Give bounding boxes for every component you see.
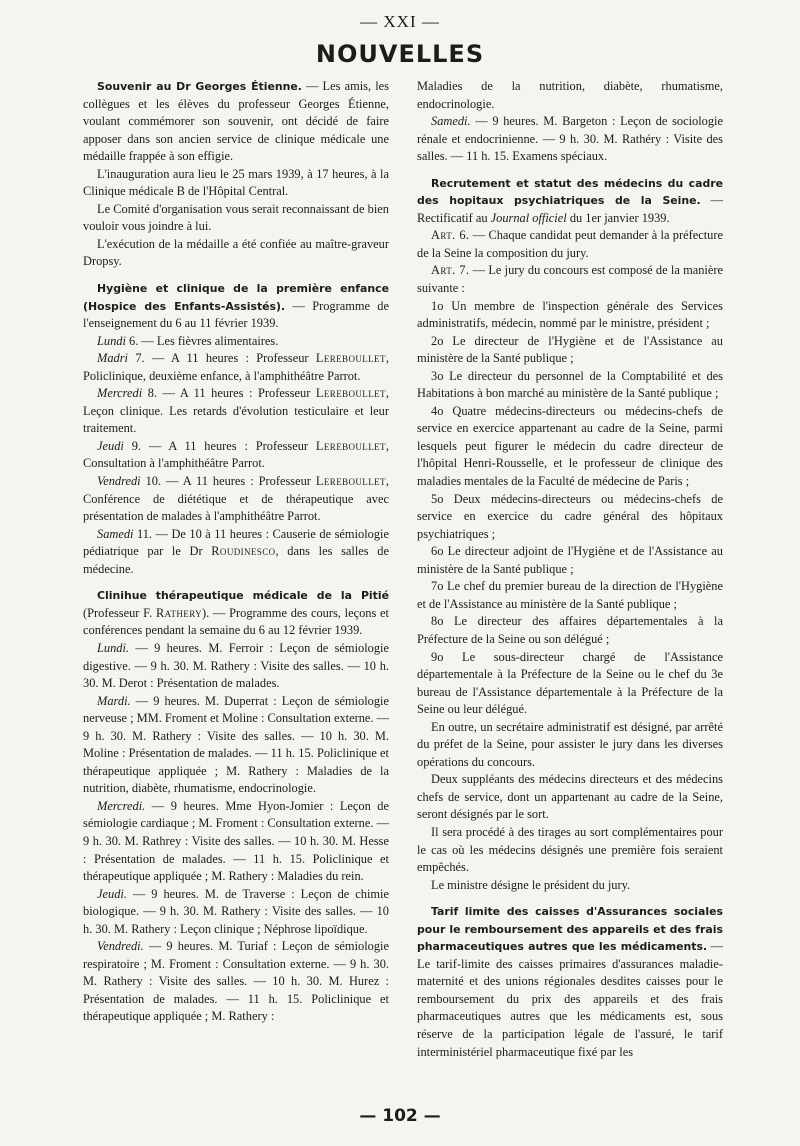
- right-column: [417, 78, 723, 1061]
- enfance-lundi: Lundi 6. — Les fièvres alimentaires.: [97, 333, 279, 348]
- secretaire-paragraph: En outre, un secrétaire administratif est désigné, par arrêté du préfet de la Seine, pour assister le jury dans les diverses opérations du concours.: [417, 719, 723, 769]
- pitie-heading: Clinihue thérapeutique médicale de la Pitié: [97, 589, 389, 603]
- pitie-intro: Clinihue thérapeutique médicale de la Pitié (Professeur F. Rathery). — Programme des cours, leçons et conférences pendant la semaine du 6 au 12 février 1939.: [83, 589, 389, 638]
- pitie-lundi: Lundi. — 9 heures. M. Ferroir : Leçon de sémiologie digestive. — 9 h. 30. M. Rathery : Visite des salles. — 10 h. 30. M. Derot : Présentation de malades.: [83, 640, 389, 691]
- etienne-heading: Souvenir au Dr Georges Étienne.: [97, 80, 302, 93]
- suppleants-paragraph: Deux suppléants des médecins directeurs et des médecins chefs de service, dont un appartenant au cadre de la Seine, seront désignés par le sort.: [417, 772, 723, 822]
- left-column: [83, 78, 389, 1026]
- etienne-p3: Le Comité d'organisation vous serait reconnaissant de bien vouloir vous joindre à lui.: [83, 201, 389, 234]
- page-roman-numeral: — XXI —: [360, 12, 440, 31]
- tarif-heading: Tarif limite des caisses d'Assurances sociales pour le remboursement des appareils et des frais pharmaceutiques autres que les médicaments.: [417, 905, 723, 954]
- enfance-samedi: Samedi 11. — De 10 à 11 heures : Causerie de sémiologie pédiatrique par le Dr Roudinesco, dans les salles de médecine.: [83, 526, 389, 576]
- jury-item: 2o Le directeur de l'Hygiène et de l'Assistance au ministère de la Santé publique ;: [417, 333, 723, 366]
- recrutement-heading: Recrutement et statut des médecins du cadre des hopitaux psychiatriques de la Seine.: [417, 176, 723, 208]
- pitie-mardi: Mardi. — 9 heures. M. Duperrat : Leçon de sémiologie nerveuse ; MM. Froment et Moline : Consultation externe. — 9 h. 30. M. Rathery : Visite des salles. — 10 h. 30. M. Moline : Présentation de malades. — 11 h. 15. Policlinique et thérapeutique appliquée ; M. Rathery : Maladies de la nutrition, diabète, rhumatisme, endocrinologie.: [83, 693, 389, 796]
- jury-item: 3o Le directeur du personnel de la Comptabilité et des Habitations à bon marché au ministère de la Santé publique ;: [417, 368, 723, 401]
- ministre-paragraph: Le ministre désigne le président du jury.: [431, 877, 631, 892]
- article-7: Art. 7. — Le jury du concours est composé de la manière suivante :: [417, 263, 723, 296]
- tirage-paragraph: Il sera procédé à des tirages au sort complémentaires pour le cas où les médecins désignés une première fois seraient empêchés.: [417, 824, 723, 875]
- jury-item: 7o Le chef du premier bureau de la direction de l'Hygiène et de l'Assistance au ministère de la Santé publique ;: [417, 579, 723, 611]
- tarif-paragraph: Tarif limite des caisses d'Assurances sociales pour le remboursement des appareils et des frais pharmaceutiques autres que les médicaments. — Le tarif-limite des caisses primaires d'assurances maladie-maternité et des unions régionales desdites caisses pour le remboursement du prix des appareils et des frais pharmaceutiques autres que les médicaments est, sous réserve de la participation légale de l'assuré, le tarif interministériel pharmaceutique fixé par les: [417, 905, 723, 1059]
- jury-item: 8o Le directeur des affaires départementales à la Préfecture de la Seine ou son délégué ;: [417, 614, 723, 646]
- recrutement-intro: Recrutement et statut des médecins du cadre des hopitaux psychiatriques de la Seine. — Rectificatif au Journal officiel du 1er janvier 1939.: [417, 176, 723, 225]
- enfance-intro: Hygiène et clinique de la première enfance (Hospice des Enfants-Assistés). — Programme de l'enseignement du 6 au 11 février 1939.: [83, 282, 390, 331]
- page-title: NOUVELLES: [315, 40, 485, 68]
- jury-item: 6o Le directeur adjoint de l'Hygiène et de l'Assistance au ministère de la Santé publique ;: [417, 544, 723, 576]
- enfance-vendredi: Vendredi 10. — A 11 heures : Professeur Lereboullet, Conférence de diététique et de thérapeutique avec présentation de malades à l'amphithéâtre Parrot.: [83, 474, 389, 524]
- article-6: Art. 6. — Chaque candidat peut demander à la préfecture de la Seine la composition du jury.: [417, 228, 723, 260]
- pitie-vendredi: Vendredi. — 9 heures. M. Turiaf : Leçon de sémiologie respiratoire ; M. Froment : Consultation externe. — 9 h. 30. M. Rathery : Visite des salles. — 10 h. 30. M. Hurez : Présentation de malades. — 11 h. 15. Policlinique et thérapeutique appliquée ; M. Rathery :: [83, 939, 389, 1024]
- pitie-samedi: Samedi. — 9 heures. M. Bargeton : Leçon de sociologie rénale et endocrinienne. — 9 h. 30. M. Rathéry : Visite des salles. — 11 h. 15. Examens spéciaux.: [417, 114, 724, 164]
- page-number: — 102 —: [359, 1106, 441, 1126]
- etienne-p4: L'exécution de la médaille a été confiée au maître-graveur Dropsy.: [83, 236, 389, 269]
- enfance-madri: Madri 7. — A 11 heures : Professeur Lereboullet, Policlinique, deuxième enfance, à l'amphithéâtre Parrot.: [83, 351, 389, 383]
- etienne-p2: L'inauguration aura lieu le 25 mars 1939, à 17 heures, à la Clinique médicale B de l'Hôpital Central.: [83, 166, 389, 199]
- jury-item: 5o Deux médecins-directeurs ou médecins-chefs de service en exercice du cadre général des hôpitaux psychiatriques ;: [417, 491, 723, 541]
- etienne-p1: Souvenir au Dr Georges Étienne. — Les amis, les collègues et les élèves du professeur Georges Étienne, voulant commémorer son souvenir, ont décidé de faire apposer dans son ancien service de clinique médicale une médaille frappée à son effigie.: [83, 79, 389, 164]
- enfance-jeudi: Jeudi 9. — A 11 heures : Professeur Lereboullet, Consultation à l'amphithéâtre Parrot.: [83, 438, 389, 471]
- jury-item: 9o Le sous-directeur chargé de l'Assistance départementale à la Préfecture de la Seine ou le chef du 3e bureau de l'Assistance départementale à la Préfecture de la Seine ou leur délégué.: [417, 649, 723, 717]
- pitie-continuation: Maladies de la nutrition, diabète, rhumatisme, endocrinologie.: [417, 79, 723, 111]
- jury-item: 4o Quatre médecins-directeurs ou médecins-chefs de service en exercice appartenant au cadre de la Seine, parmi lesquels peut figurer le médecin du cadre directeur de l'hôpital Henri-Rousselle, et le professeur de clinique des maladies mentales de la Faculté de médecine de Paris ;: [417, 403, 723, 489]
- pitie-jeudi: Jeudi. — 9 heures. M. de Traverse : Leçon de chimie biologique. — 9 h. 30. M. Rathery : Visite des salles. — 10 h. 30. M. Rathery : Leçon clinique ; Néphrose lipoïdique.: [83, 886, 389, 936]
- enfance-mercredi: Mercredi 8. — A 11 heures : Professeur Lereboullet, Leçon clinique. Les retards d'évolution testiculaire et leur traitement.: [83, 386, 389, 436]
- enfance-heading: Hygiène et clinique de la première enfance (Hospice des Enfants-Assistés).: [83, 282, 389, 313]
- pitie-mercredi: Mercredi. — 9 heures. Mme Hyon-Jomier : Leçon de sémiologie cardiaque ; M. Froment : Consultation externe. — 9 h. 30. M. Rathrey : Visite des salles. — 10 h. 30. M. Hesse : Présentation de malades. — 11 h. 15. Policlinique et thérapeutique appliquée ; M. Rathery : Maladies du rein.: [83, 798, 389, 884]
- jury-item: 1o Un membre de l'inspection générale des Services administratifs, médecin, nommé par le ministre, président ;: [417, 298, 723, 331]
